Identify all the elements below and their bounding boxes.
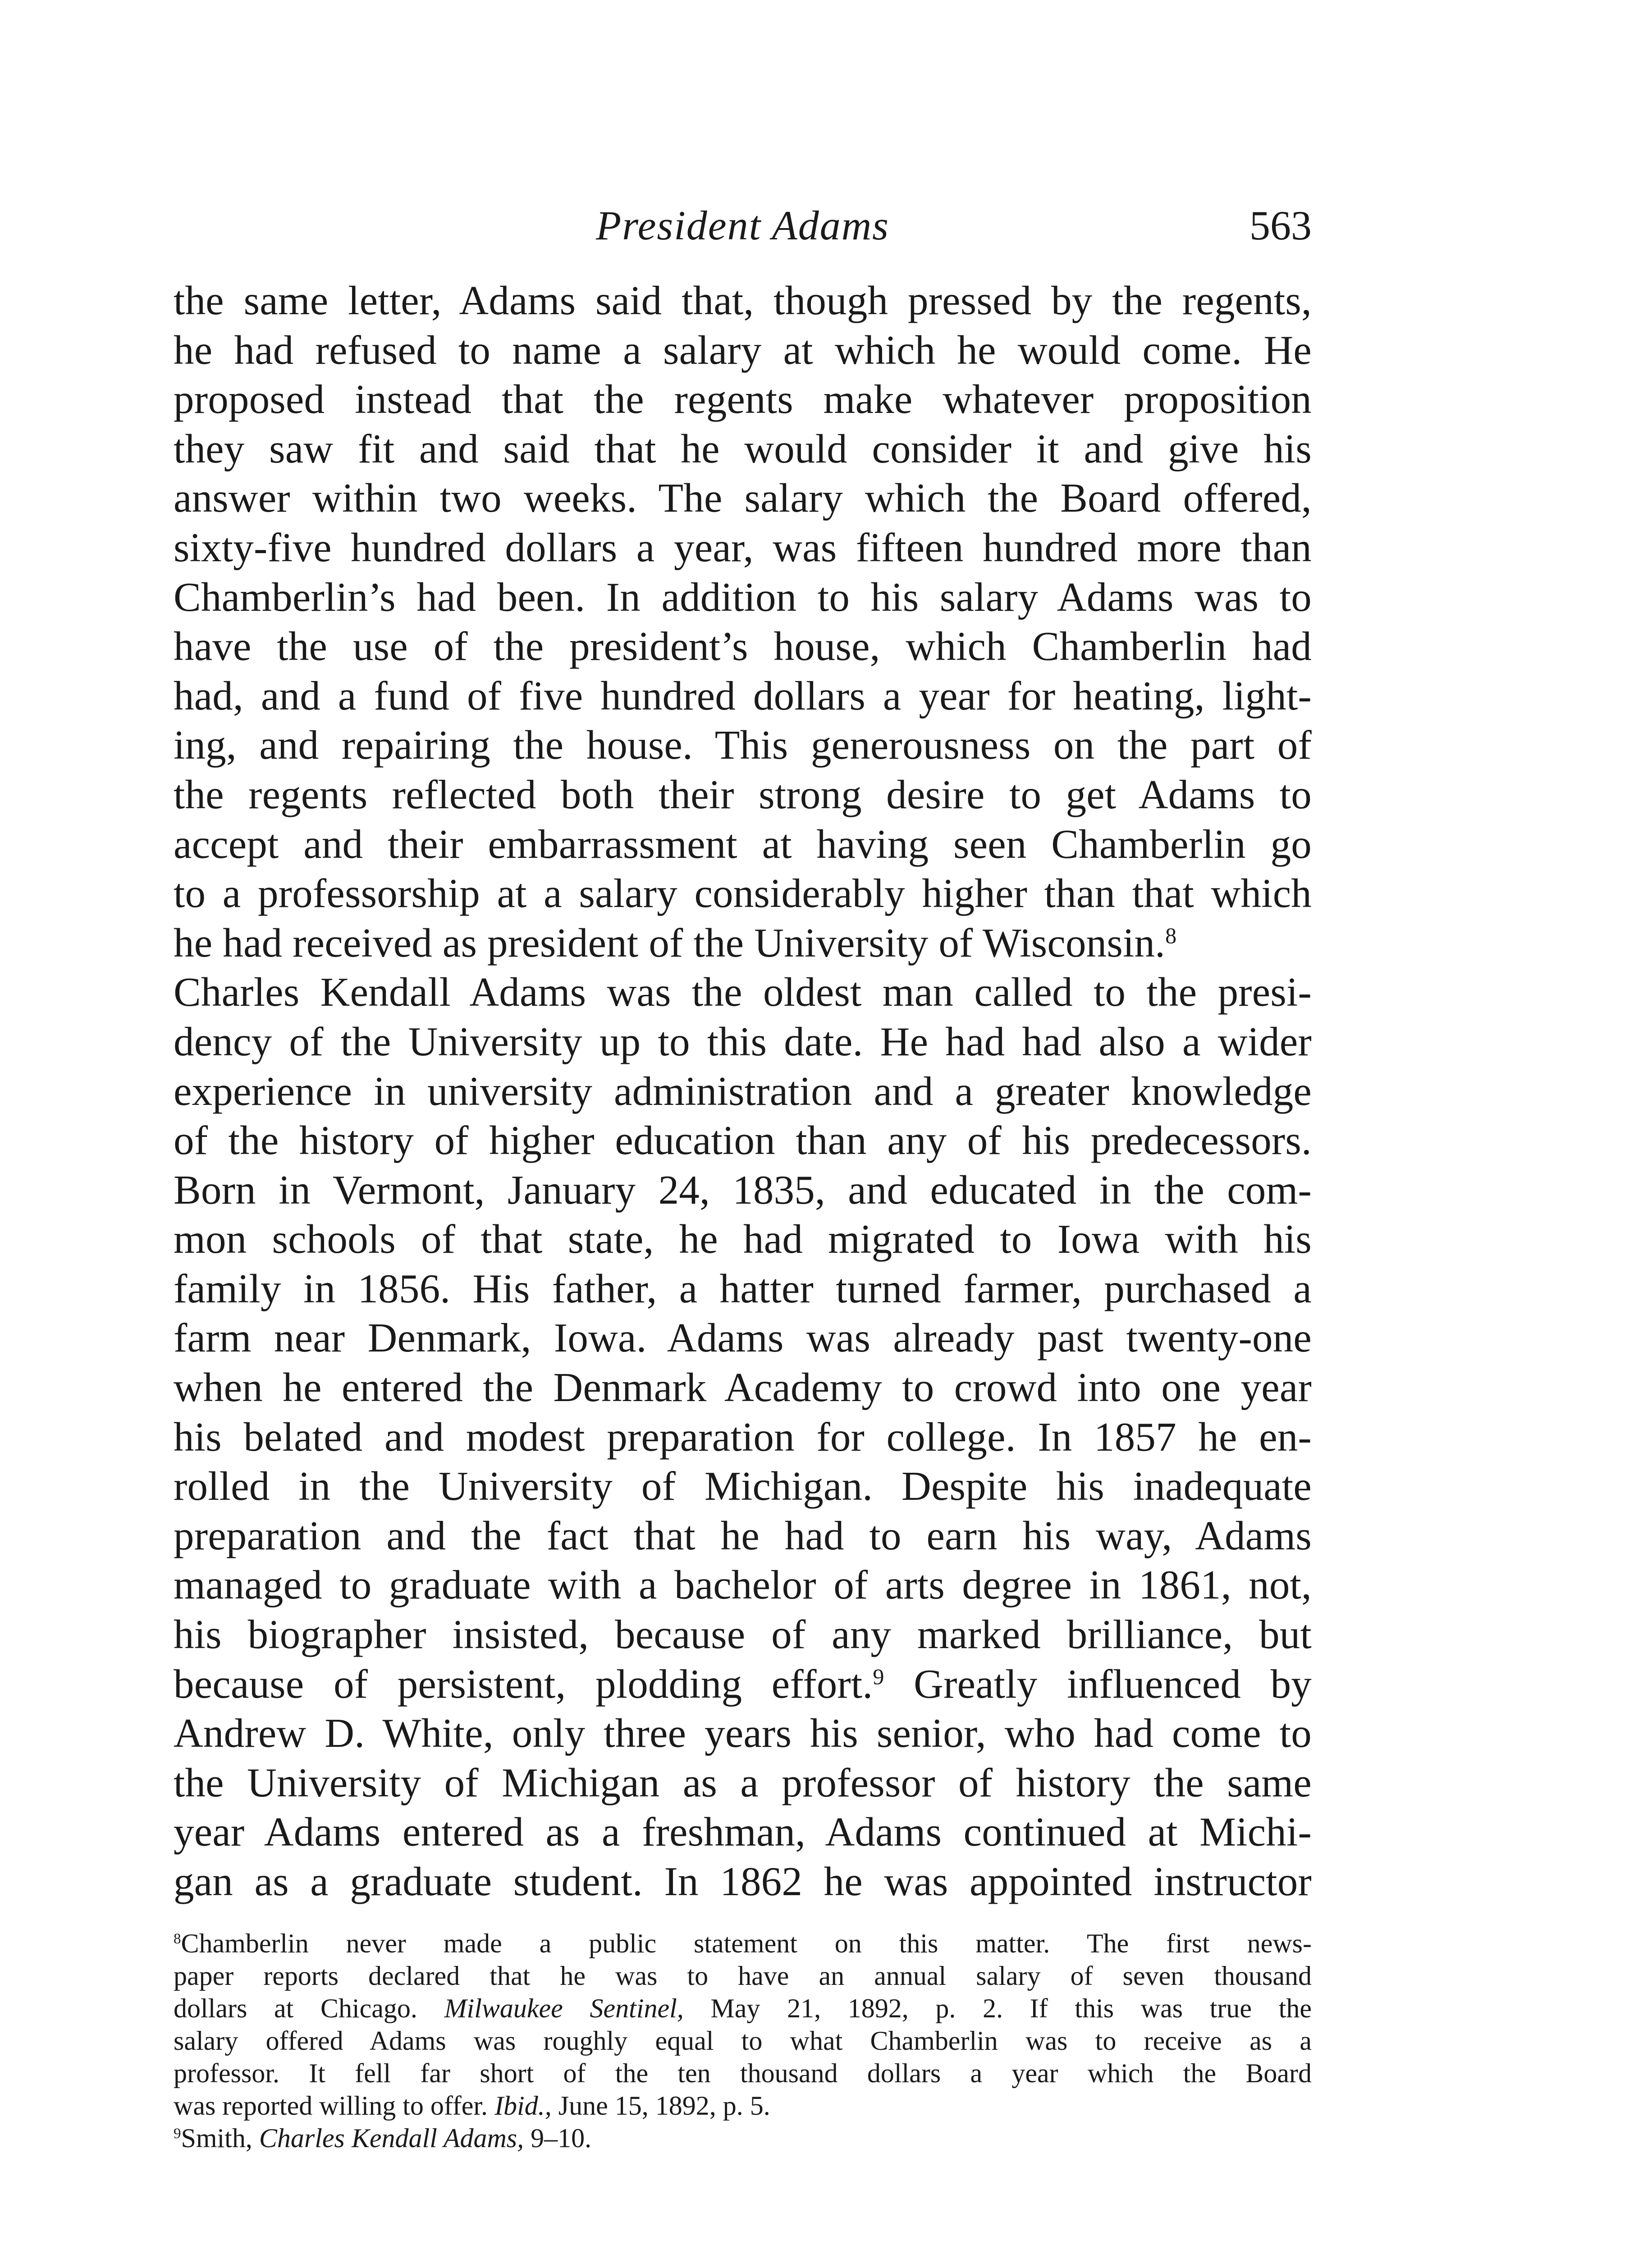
- body-line: family in 1856. His father, a hatter turned farmer, purchased a: [174, 1265, 1312, 1311]
- body-line: proposed instead that the regents make whatever proposition: [174, 376, 1312, 422]
- footnote-text: was reported willing to offer.: [174, 2091, 488, 2121]
- body-line: mon schools of that state, he had migrated to Iowa with his: [174, 1216, 1312, 1262]
- body-line-text: because of persistent, plodding effort.: [174, 1661, 873, 1707]
- body-line: Chamberlin’s had been. In addition to his salary Adams was to: [174, 574, 1312, 620]
- footnote-marker-9: 9: [174, 2126, 181, 2142]
- body-line: accept and their embarrassment at having seen Chamberlin go: [174, 821, 1312, 867]
- footnote-citation-title: Charles Kendall Adams,: [259, 2123, 524, 2153]
- footnote-ref-8[interactable]: 8: [1165, 922, 1177, 948]
- body-line: the regents reflected both their strong desire to get Adams to: [174, 771, 1312, 817]
- footnote-text: June 15, 1892, p. 5.: [551, 2091, 770, 2121]
- body-line: year Adams entered as a freshman, Adams continued at Michi-: [174, 1809, 1312, 1855]
- body-line: when he entered the Denmark Academy to crowd into one year: [174, 1365, 1312, 1411]
- footnote-text: dollars at Chicago.: [174, 1993, 417, 2023]
- page-number: 563: [1249, 202, 1312, 248]
- footnote-8-line: [174, 2089, 1312, 2122]
- body-line: Born in Vermont, January 24, 1835, and educated in the com-: [174, 1167, 1312, 1213]
- footnote-citation-ibid: Ibid.,: [494, 2091, 552, 2121]
- body-line: Andrew D. White, only three years his senior, who had come to: [174, 1710, 1312, 1756]
- body-line: gan as a graduate student. In 1862 he was appointed instructor: [174, 1859, 1312, 1904]
- footnote-citation-title: Milwaukee Sentinel,: [444, 1993, 684, 2023]
- body-line: the University of Michigan as a professor of history the same: [174, 1759, 1312, 1805]
- footnote-text: Chamberlin never made a public statement on this matter. The first news-: [181, 1929, 1312, 1958]
- body-line: [174, 918, 1312, 968]
- footnote-8-line: salary offered Adams was roughly equal to what Chamberlin was to receive as a: [174, 2026, 1312, 2056]
- body-line: [174, 1659, 1312, 1709]
- body-line: rolled in the University of Michigan. Despite his inadequate: [174, 1463, 1312, 1509]
- body-line: dency of the University up to this date. He had had also a wider: [174, 1018, 1312, 1064]
- body-line: the same letter, Adams said that, though pressed by the regents,: [174, 278, 1312, 323]
- body-line: they saw fit and said that he would consider it and give his: [174, 426, 1312, 472]
- body-text: [174, 276, 1312, 1906]
- body-line: preparation and the fact that he had to earn his way, Adams: [174, 1512, 1312, 1558]
- footnote-8-line: paper reports declared that he was to have an annual salary of seven thousand: [174, 1961, 1312, 1991]
- body-line: farm near Denmark, Iowa. Adams was already past twenty-one: [174, 1315, 1312, 1361]
- body-line: answer within two weeks. The salary which the Board offered,: [174, 475, 1312, 521]
- running-title: President Adams: [596, 202, 889, 248]
- footnotes: [174, 1927, 1312, 2154]
- body-line: he had refused to name a salary at which he would come. He: [174, 327, 1312, 373]
- paragraph-first-line: Charles Kendall Adams was the oldest man called to the presi-: [174, 969, 1312, 1015]
- footnote-8-line: professor. It fell far short of the ten thousand dollars a year which the Board: [174, 2058, 1312, 2088]
- body-line: sixty-five hundred dollars a year, was fifteen hundred more than: [174, 524, 1312, 570]
- body-line: ing, and repairing the house. This generousness on the part of: [174, 722, 1312, 768]
- body-line: managed to graduate with a bachelor of arts degree in 1861, not,: [174, 1562, 1312, 1608]
- footnote-8-line: [174, 1927, 1312, 1960]
- body-line: to a professorship at a salary considerably higher than that which: [174, 870, 1312, 916]
- body-line-text: he had received as president of the University of Wisconsin.: [174, 920, 1166, 966]
- body-line: of the history of higher education than any of his predecessors.: [174, 1118, 1312, 1164]
- footnote-text: May 21, 1892, p. 2. If this was true the: [683, 1993, 1312, 2023]
- running-head: [174, 198, 1312, 252]
- body-line-text: Greatly influenced by: [884, 1661, 1312, 1707]
- body-line: his biographer insisted, because of any marked brilliance, but: [174, 1612, 1312, 1658]
- body-line: experience in university administration and a greater knowledge: [174, 1068, 1312, 1114]
- body-line: had, and a fund of five hundred dollars a year for heating, light-: [174, 673, 1312, 719]
- footnote-pages: 9–10.: [524, 2123, 592, 2153]
- body-line: his belated and modest preparation for college. In 1857 he en-: [174, 1414, 1312, 1460]
- footnote-ref-9[interactable]: 9: [873, 1663, 884, 1689]
- footnote-author: Smith,: [181, 2123, 252, 2153]
- footnote-marker-8: 8: [174, 1931, 181, 1947]
- footnote-9-line: [174, 2122, 1312, 2154]
- body-line: have the use of the president’s house, which Chamberlin had: [174, 623, 1312, 669]
- footnote-8-line: [174, 1992, 1312, 2025]
